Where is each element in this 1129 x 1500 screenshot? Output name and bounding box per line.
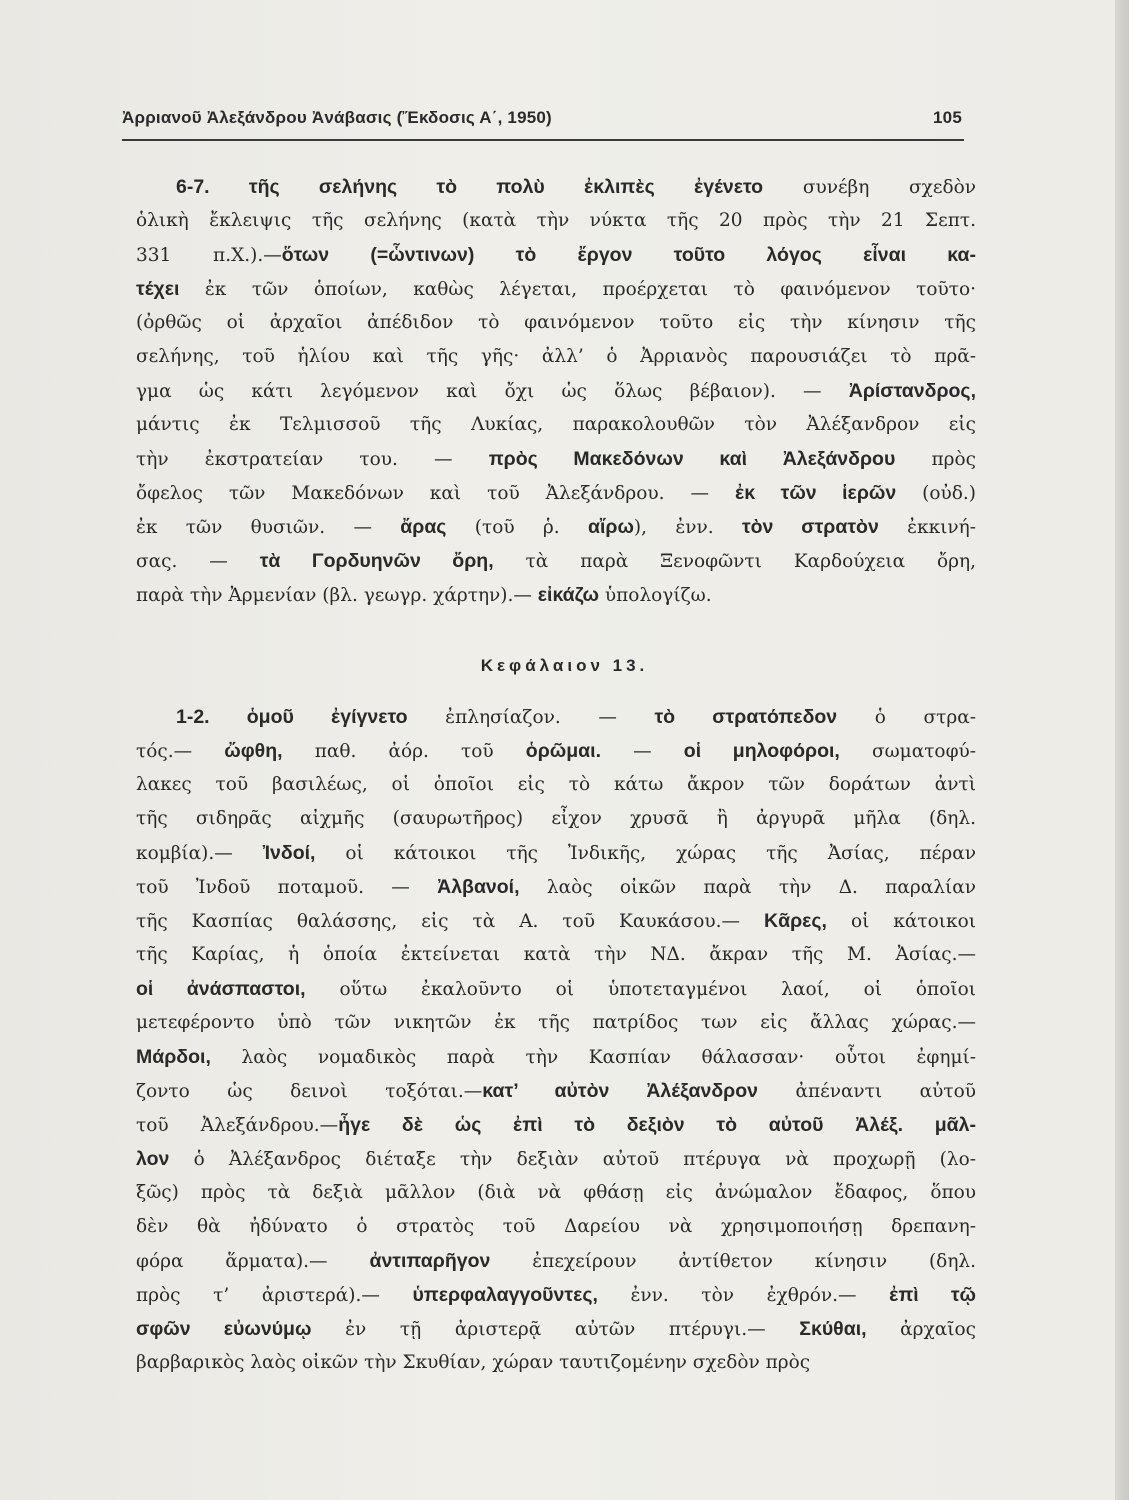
bold-term: Σκύθαι, [799, 1318, 867, 1340]
body-text: οὕτω ἐκαλοῦντο οἱ ὑποτεταγμένοι λαοί, οἱ ὁποῖοι [305, 979, 976, 1000]
text-line [136, 1244, 976, 1278]
commentary-section-2 [136, 700, 976, 1380]
bold-term: ἐπὶ τῷ [889, 1284, 976, 1306]
bold-term: πρὸς Μακεδόνων καὶ Ἀλεξάνδρου [488, 448, 896, 470]
body-text: δὲν θὰ ἠδύνατο ὁ στρατὸς τοῦ Δαρείου νὰ χρησιμοποιήσῃ δρεπανη- [136, 1216, 976, 1237]
bold-term: λον [136, 1148, 170, 1170]
bold-term: τὰ Γορδυηνῶν ὄρη, [259, 550, 494, 572]
page-edge-shadow [1115, 0, 1129, 1500]
text-line [136, 1278, 976, 1312]
bold-term: Ἀρίστανδρος, [848, 380, 976, 402]
body-text: ἐν τῇ ἀριστερᾷ αὐτῶν πτέρυγι.— [311, 1319, 800, 1340]
body-text: συνέβη σχεδὸν [763, 177, 976, 198]
header-rule [122, 139, 964, 141]
body-text: (οὐδ.) [896, 483, 977, 504]
text-line [136, 1142, 976, 1176]
text-line [136, 1006, 976, 1040]
body-text: ἐπεχείρουν ἀντίθετον κίνησιν (δηλ. [490, 1251, 977, 1272]
body-text: 331 π.Χ.).— [136, 245, 282, 266]
bold-term: οἱ μηλοφόροι, [683, 740, 840, 762]
text-line [136, 1074, 976, 1108]
bold-term: τὸ στρατόπεδον [654, 706, 838, 728]
body-text: τοῦ Ἰνδοῦ ποταμοῦ. — [136, 877, 438, 898]
text-line [136, 442, 976, 476]
text-line [136, 170, 976, 204]
body-text: σας. — [136, 551, 260, 572]
text-line [136, 306, 976, 340]
body-text: τοῦ Ἀλεξάνδρου.— [136, 1115, 339, 1136]
body-text: οἱ κάτοικοι [826, 911, 976, 932]
body-text: πρὸς [895, 449, 976, 470]
body-text: πρὸς τ’ ἀριστερά).— [136, 1285, 413, 1306]
body-text: ἐπλησίαζον. — [407, 707, 655, 728]
body-text: ὄφελος τῶν Μακεδόνων καὶ τοῦ Ἀλεξάνδρου. — [136, 483, 735, 504]
bold-term: ὅτων (=ὧντινων) τὸ ἔργον τοῦτο λόγος εἶναι κα- [281, 244, 976, 266]
text-line [136, 836, 976, 870]
bold-term: ἦγε δὲ ὡς ἐπὶ τὸ δεξιὸν τὸ αὐτοῦ Ἀλέξ. μᾶλ- [338, 1114, 976, 1136]
body-text: τὴν ἐκστρατείαν του. — [136, 449, 489, 470]
text-line [136, 768, 976, 802]
bold-term: οἱ ἀνάσπαστοι, [136, 978, 306, 1000]
text-line [136, 272, 976, 306]
text-line [136, 204, 976, 238]
body-text: μάντις ἐκ Τελμισσοῦ τῆς Λυκίας, παρακολουθῶν τὸν Ἀλέξανδρον εἰς [136, 414, 976, 435]
body-text: τός.— [136, 741, 225, 762]
text-line [136, 870, 976, 904]
bold-term: Μάρδοι, [136, 1046, 211, 1068]
bold-term: τέχει [136, 278, 180, 300]
bold-term: ὁρῶμαι. [525, 740, 601, 762]
body-text: ὁ Ἀλέξανδρος διέταξε τὴν δεξιὰν αὐτοῦ πτέρυγα νὰ προχωρῇ (λο- [169, 1149, 976, 1170]
bold-term: εἰκάζω [537, 584, 600, 606]
text-line [136, 1176, 976, 1210]
text-line [136, 408, 976, 442]
text-line [136, 734, 976, 768]
text-line [136, 1346, 976, 1380]
header-title: Ἀρριανοῦ Ἀλεξάνδρου Ἀνάβασις (Ἔκδοσις Α΄, 1950) [122, 108, 552, 127]
page-number: 105 [933, 108, 962, 127]
body-text: ἐνν. τὸν ἐχθρόν.— [597, 1285, 890, 1306]
bold-term: τὸν στρατὸν [741, 516, 879, 538]
running-header [122, 108, 962, 128]
bold-term: σφῶν εὐωνύμῳ [136, 1318, 312, 1340]
body-text: οἱ κάτοικοι τῆς Ἰνδικῆς, χώρας τῆς Ἀσίας, πέραν [315, 843, 976, 864]
body-text: κομβία).— [136, 843, 263, 864]
text-line [136, 1040, 976, 1074]
bold-term: ἄρας [400, 516, 447, 538]
bold-term: ὤφθη, [224, 740, 283, 762]
bold-term: 1-2. ὁμοῦ ἐγίγνετο [176, 706, 408, 728]
bold-term: ἐκ τῶν ἱερῶν [734, 482, 897, 504]
body-text: τῆς σιδηρᾶς αἰχμῆς (σαυρωτῆρος) εἶχον χρυσᾶ ἢ ἀργυρᾶ μῆλα (δηλ. [136, 808, 976, 829]
body-text: — [601, 741, 684, 762]
text-line [136, 700, 976, 734]
body-text: ἐκ τῶν θυσιῶν. — [136, 517, 401, 538]
bold-term: αἴρω [587, 516, 634, 538]
text-line [136, 938, 976, 972]
body-text: παρὰ τὴν Ἀρμενίαν (βλ. γεωγρ. χάρτην).— [136, 585, 538, 606]
body-text: ἀπέναντι αὐτοῦ [758, 1081, 976, 1102]
bold-term: Ἀλβανοί, [437, 876, 520, 898]
body-text: λακες τοῦ βασιλέως, οἱ ὁποῖοι εἰς τὸ κάτω ἄκρον τῶν δοράτων ἀντὶ [136, 774, 976, 795]
body-text: τῆς Κασπίας θαλάσσης, εἰς τὰ Α. τοῦ Καυκάσου.— [136, 911, 765, 932]
text-line [136, 510, 976, 544]
body-text: ὑπολογίζω. [599, 585, 712, 606]
body-text: παθ. ἀόρ. τοῦ [282, 741, 526, 762]
body-text: γμα ὡς κάτι λεγόμενον καὶ ὄχι ὡς ὅλως βέβαιον). — [136, 381, 849, 402]
text-line [136, 544, 976, 578]
body-text: φόρα ἅρματα).— [136, 1251, 370, 1272]
text-line [136, 802, 976, 836]
body-text: ξῶς) πρὸς τὰ δεξιὰ μᾶλλον (διὰ νὰ φθάσῃ εἰς ἀνώμαλον ἔδαφος, ὅπου [136, 1182, 976, 1203]
body-text: ἐκκινή- [878, 517, 976, 538]
text-line [136, 476, 976, 510]
bold-term: 6-7. τῆς σελήνης τὸ πολὺ ἐκλιπὲς ἐγένετο [176, 176, 764, 198]
bold-term: ὑπερφαλαγγοῦντες, [412, 1284, 598, 1306]
body-text: τῆς Καρίας, ἡ ὁποία ἐκτείνεται κατὰ τὴν ΝΔ. ἄκραν τῆς Μ. Ἀσίας.— [136, 944, 976, 965]
body-text: σελήνης, τοῦ ἡλίου καὶ τῆς γῆς· ἀλλ’ ὁ Ἀρριανὸς παρουσιάζει τὸ πρᾶ- [136, 346, 976, 367]
body-text: ἐκ τῶν ὁποίων, καθὼς λέγεται, προέρχεται τὸ φαινόμενον τοῦτο· [179, 279, 976, 300]
commentary-section-1 [136, 170, 976, 612]
bold-term: κατ’ αὐτὸν Ἀλέξανδρον [482, 1080, 758, 1102]
body-text: σωματοφύ- [839, 741, 977, 762]
body-text: ἀρχαῖος [866, 1319, 976, 1340]
body-text: (ὀρθῶς οἱ ἀρχαῖοι ἀπέδιδον τὸ φαινόμενον τοῦτο εἰς τὴν κίνησιν τῆς [136, 312, 976, 333]
body-text: ζοντο ὡς δεινοὶ τοξόται.— [136, 1081, 483, 1102]
text-line [136, 238, 976, 272]
body-text: βαρβαρικὸς λαὸς οἰκῶν τὴν Σκυθίαν, χώραν ταυτιζομένην σχεδὸν πρὸς [136, 1352, 811, 1373]
text-line [136, 340, 976, 374]
text-line [136, 1210, 976, 1244]
body-text: λαὸς οἰκῶν παρὰ τὴν Δ. παραλίαν [519, 877, 976, 898]
body-text: μετεφέροντο ὑπὸ τῶν νικητῶν ἐκ τῆς πατρίδος των εἰς ἄλλας χώρας.— [136, 1012, 976, 1033]
body-text: ὁ στρα- [837, 707, 976, 728]
body-text: ὁλικὴ ἔκλειψις τῆς σελήνης (κατὰ τὴν νύκτα τῆς 20 πρὸς τὴν 21 Σεπτ. [136, 210, 976, 231]
text-line [136, 904, 976, 938]
chapter-heading: Κεφάλαιον 13. [480, 656, 649, 675]
body-text: (τοῦ ῥ. [446, 517, 588, 538]
text-line [136, 374, 976, 408]
body-text: τὰ παρὰ Ξενοφῶντι Καρδούχεια ὄρη, [493, 551, 976, 572]
body-text: λαὸς νομαδικὸς παρὰ τὴν Κασπίαν θάλασσαν· οὗτοι ἐφημί- [210, 1047, 976, 1068]
text-line [136, 1312, 976, 1346]
bold-term: ἀντιπαρῆγον [369, 1250, 491, 1272]
bold-term: Κᾶρες, [764, 910, 827, 932]
text-line [136, 578, 976, 612]
bold-term: Ἰνδοί, [262, 842, 316, 864]
text-line [136, 1108, 976, 1142]
text-line [136, 972, 976, 1006]
body-text: ), ἐνν. [633, 517, 742, 538]
